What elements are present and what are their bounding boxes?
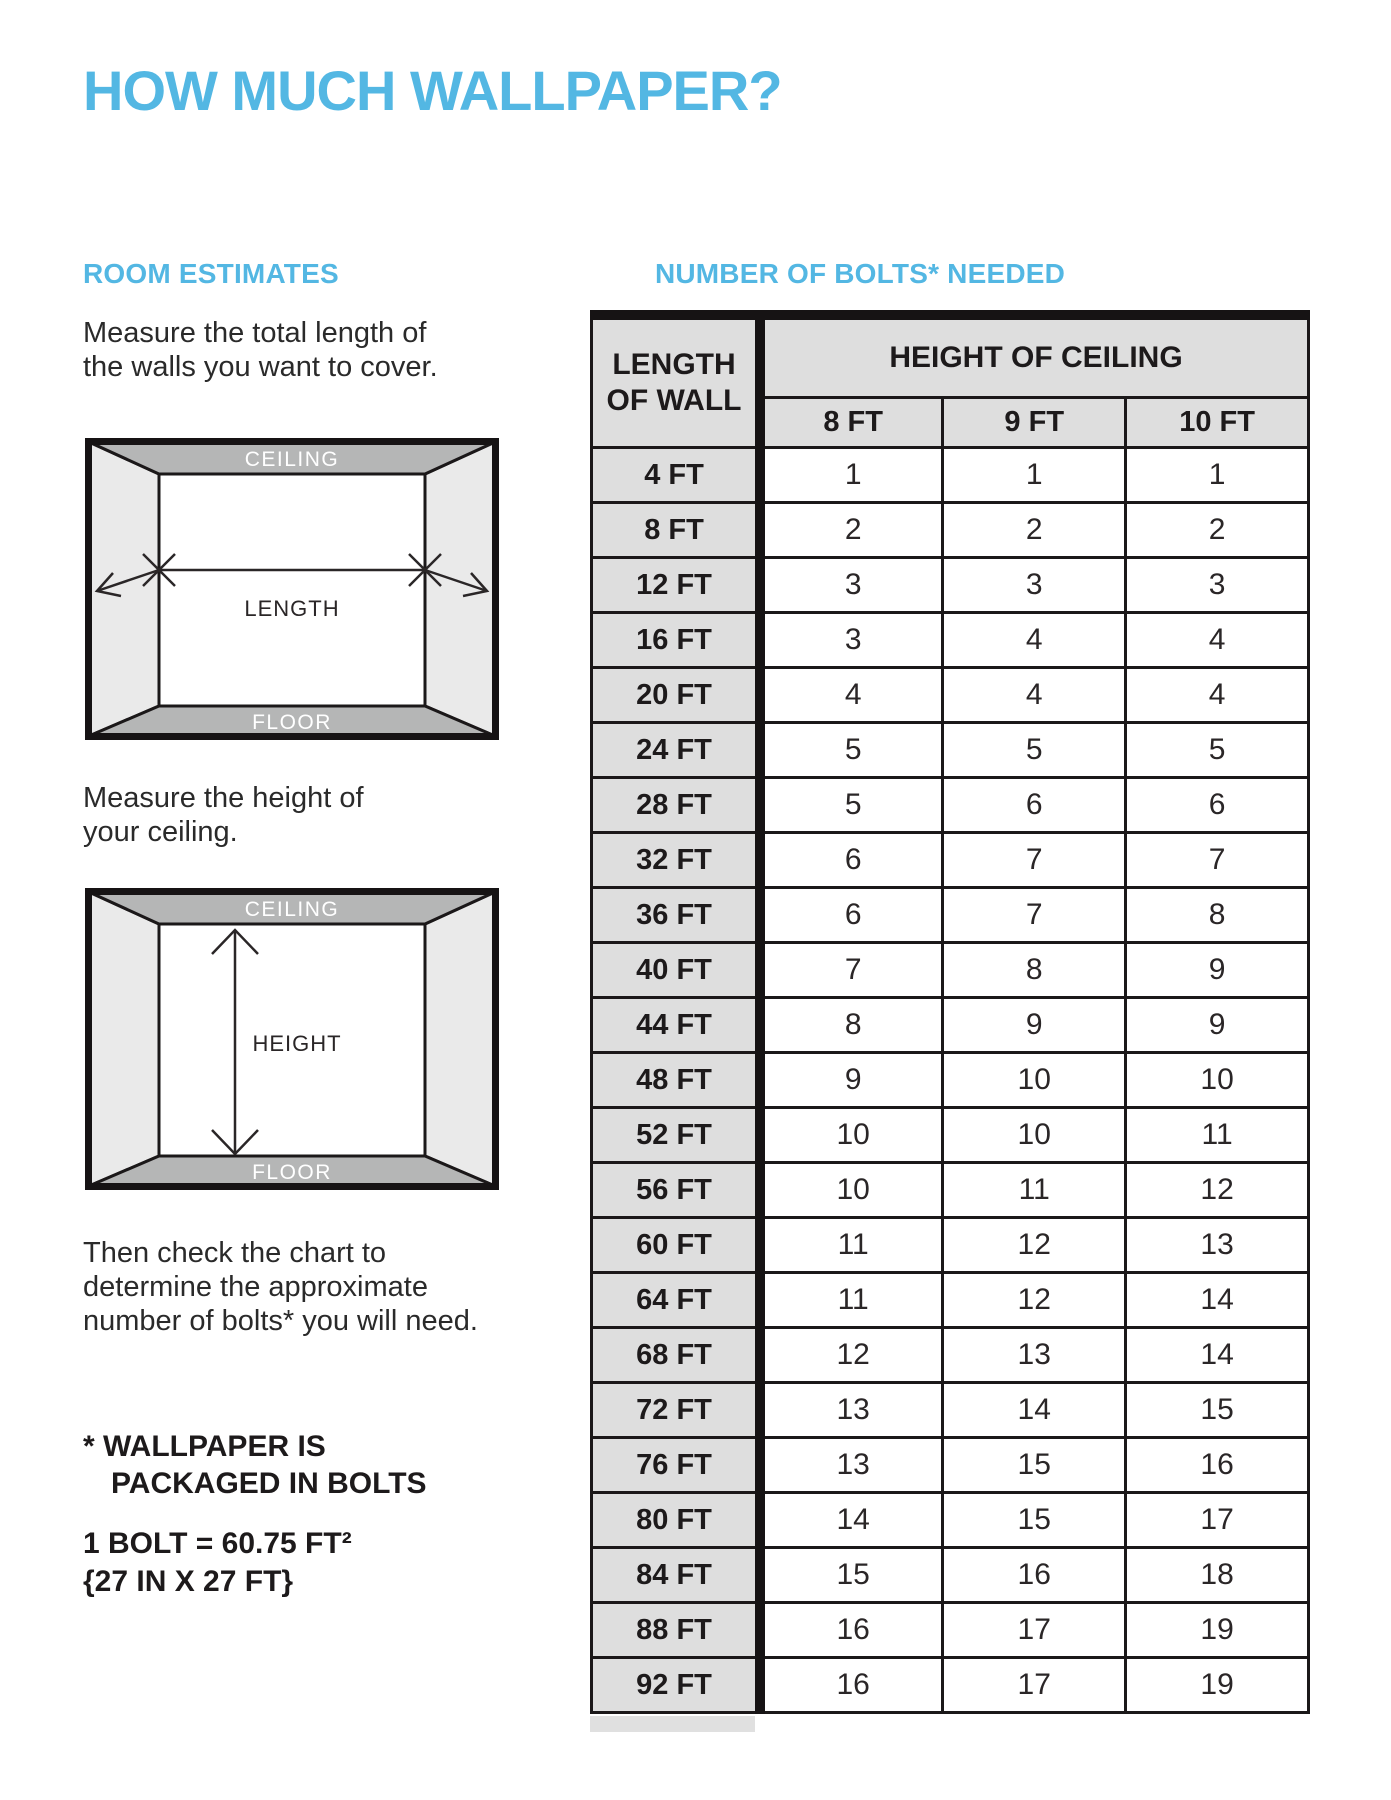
table-row <box>592 1383 1309 1438</box>
bolt-count-cell: 6 <box>1126 778 1309 833</box>
bolt-count-cell: 1 <box>760 448 943 503</box>
bolts-table-head <box>592 315 1309 448</box>
bolt-count-cell: 10 <box>943 1053 1126 1108</box>
wall-length-row-label: 36 FT <box>592 888 761 943</box>
bolt-count-cell: 3 <box>943 558 1126 613</box>
bolt-count-cell: 5 <box>760 778 943 833</box>
instruction-line: determine the approximate <box>83 1271 428 1303</box>
table-row <box>592 1053 1309 1108</box>
table-row <box>592 1218 1309 1273</box>
bolt-count-cell: 14 <box>760 1493 943 1548</box>
bolt-count-cell: 17 <box>943 1658 1126 1713</box>
table-footer-strip <box>590 1716 755 1732</box>
bolt-count-cell: 9 <box>760 1053 943 1108</box>
bolt-count-cell: 17 <box>1126 1493 1309 1548</box>
page-title: HOW MUCH WALLPAPER? <box>83 59 782 122</box>
length-of-wall-header <box>592 315 761 448</box>
ceiling-height-column-header: 9 FT <box>943 398 1126 448</box>
bolt-count-cell: 1 <box>1126 448 1309 503</box>
bolt-definition-line: 1 BOLT = 60.75 FT² <box>83 1527 352 1560</box>
table-row <box>592 448 1309 503</box>
instruction-line: Measure the total length of <box>83 317 427 349</box>
floor-label: FLOOR <box>252 711 332 734</box>
wall-length-row-label: 72 FT <box>592 1383 761 1438</box>
bolt-count-cell: 6 <box>760 833 943 888</box>
wall-length-row-label: 92 FT <box>592 1658 761 1713</box>
bolt-count-cell: 4 <box>1126 668 1309 723</box>
bolt-count-cell: 2 <box>760 503 943 558</box>
bolt-count-cell: 11 <box>760 1218 943 1273</box>
bolt-count-cell: 18 <box>1126 1548 1309 1603</box>
instruction-line: number of bolts* you will need. <box>83 1305 478 1337</box>
bolt-count-cell: 12 <box>943 1273 1126 1328</box>
bolt-count-cell: 3 <box>760 613 943 668</box>
bolt-count-cell: 11 <box>943 1163 1126 1218</box>
bolt-count-cell: 9 <box>1126 998 1309 1053</box>
wall-length-row-label: 16 FT <box>592 613 761 668</box>
bolt-count-cell: 13 <box>760 1438 943 1493</box>
table-row <box>592 1603 1309 1658</box>
bolt-count-cell: 9 <box>943 998 1126 1053</box>
instruction-line: your ceiling. <box>83 816 238 848</box>
instruction-line: Then check the chart to <box>83 1237 387 1269</box>
table-row <box>592 1108 1309 1163</box>
table-row <box>592 1163 1309 1218</box>
table-row <box>592 1328 1309 1383</box>
table-row <box>592 1658 1309 1713</box>
bolt-count-cell: 9 <box>1126 943 1309 998</box>
wall-length-row-label: 56 FT <box>592 1163 761 1218</box>
ceiling-label: CEILING <box>244 448 340 471</box>
wall-length-row-label: 12 FT <box>592 558 761 613</box>
bolt-count-cell: 8 <box>760 998 943 1053</box>
bolt-count-cell: 11 <box>760 1273 943 1328</box>
bolt-count-cell: 3 <box>1126 558 1309 613</box>
bolts-table-body <box>592 448 1309 1713</box>
bolt-count-cell: 6 <box>943 778 1126 833</box>
bolt-count-cell: 19 <box>1126 1603 1309 1658</box>
bolt-count-cell: 15 <box>943 1493 1126 1548</box>
bolt-count-cell: 1 <box>943 448 1126 503</box>
bolt-count-cell: 12 <box>1126 1163 1309 1218</box>
length-of-wall-line: OF WALL <box>606 384 742 417</box>
table-row <box>592 723 1309 778</box>
table-row <box>592 943 1309 998</box>
wall-length-row-label: 84 FT <box>592 1548 761 1603</box>
back-wall <box>159 474 425 706</box>
instruction-measure-height <box>83 781 364 849</box>
ceiling-label: CEILING <box>244 898 340 921</box>
table-row <box>592 1273 1309 1328</box>
bolt-count-cell: 16 <box>760 1658 943 1713</box>
bolt-count-cell: 4 <box>943 668 1126 723</box>
bolt-count-cell: 2 <box>943 503 1126 558</box>
length-of-wall-line: LENGTH <box>612 348 736 381</box>
bolt-count-cell: 4 <box>943 613 1126 668</box>
bolt-count-cell: 5 <box>943 723 1126 778</box>
wall-length-row-label: 44 FT <box>592 998 761 1053</box>
bolt-count-cell: 4 <box>1126 613 1309 668</box>
bolt-count-cell: 13 <box>943 1328 1126 1383</box>
height-label: HEIGHT <box>252 1031 342 1056</box>
room-diagram-height <box>85 888 499 1190</box>
bolt-definition <box>83 1525 352 1601</box>
bolt-count-cell: 15 <box>943 1438 1126 1493</box>
bolt-count-cell: 8 <box>1126 888 1309 943</box>
bolt-count-cell: 13 <box>760 1383 943 1438</box>
bolt-definition-line: {27 IN X 27 FT} <box>83 1565 294 1598</box>
bolt-count-cell: 16 <box>760 1603 943 1658</box>
table-row <box>592 833 1309 888</box>
table-row <box>592 668 1309 723</box>
bolts-needed-heading: NUMBER OF BOLTS* NEEDED <box>654 258 1066 289</box>
floor-label: FLOOR <box>252 1161 332 1184</box>
table-row <box>592 558 1309 613</box>
table-row <box>592 1493 1309 1548</box>
bolt-count-cell: 17 <box>943 1603 1126 1658</box>
bolt-count-cell: 10 <box>943 1108 1126 1163</box>
table-row <box>592 778 1309 833</box>
wall-length-row-label: 52 FT <box>592 1108 761 1163</box>
wall-length-row-label: 40 FT <box>592 943 761 998</box>
wall-length-row-label: 28 FT <box>592 778 761 833</box>
bolt-count-cell: 19 <box>1126 1658 1309 1713</box>
bolt-count-cell: 11 <box>1126 1108 1309 1163</box>
wall-length-row-label: 24 FT <box>592 723 761 778</box>
bolt-count-cell: 10 <box>760 1108 943 1163</box>
instruction-line: Measure the height of <box>83 782 364 814</box>
table-row <box>592 998 1309 1053</box>
instruction-line: the walls you want to cover. <box>83 351 438 383</box>
wall-length-row-label: 8 FT <box>592 503 761 558</box>
wall-length-row-label: 64 FT <box>592 1273 761 1328</box>
bolt-count-cell: 7 <box>943 833 1126 888</box>
table-row <box>592 888 1309 943</box>
bolt-count-cell: 10 <box>760 1163 943 1218</box>
wall-length-row-label: 80 FT <box>592 1493 761 1548</box>
table-row <box>592 613 1309 668</box>
wall-length-row-label: 48 FT <box>592 1053 761 1108</box>
room-diagram-length <box>85 438 499 740</box>
footnote-line: PACKAGED IN BOLTS <box>111 1467 427 1500</box>
bolt-count-cell: 15 <box>1126 1383 1309 1438</box>
bolt-count-cell: 10 <box>1126 1053 1309 1108</box>
wallpaper-bolts-footnote <box>83 1428 427 1502</box>
instruction-measure-length <box>83 316 438 384</box>
ceiling-height-column-header: 8 FT <box>760 398 943 448</box>
bolt-count-cell: 7 <box>760 943 943 998</box>
bolt-count-cell: 15 <box>760 1548 943 1603</box>
bolt-count-cell: 13 <box>1126 1218 1309 1273</box>
bolt-count-cell: 12 <box>760 1328 943 1383</box>
footnote-line: * WALLPAPER IS <box>83 1430 326 1463</box>
bolt-count-cell: 3 <box>760 558 943 613</box>
wall-length-row-label: 88 FT <box>592 1603 761 1658</box>
bolt-count-cell: 6 <box>760 888 943 943</box>
table-row <box>592 1438 1309 1493</box>
wall-length-row-label: 4 FT <box>592 448 761 503</box>
bolt-count-cell: 4 <box>760 668 943 723</box>
wall-length-row-label: 76 FT <box>592 1438 761 1493</box>
bolt-count-cell: 16 <box>1126 1438 1309 1493</box>
bolt-count-cell: 12 <box>943 1218 1126 1273</box>
instruction-check-chart <box>83 1236 478 1338</box>
bolt-count-cell: 5 <box>760 723 943 778</box>
wall-length-row-label: 60 FT <box>592 1218 761 1273</box>
wall-length-row-label: 20 FT <box>592 668 761 723</box>
table-row <box>592 503 1309 558</box>
bolt-count-cell: 14 <box>1126 1273 1309 1328</box>
bolt-count-cell: 16 <box>943 1548 1126 1603</box>
bolt-count-cell: 14 <box>943 1383 1126 1438</box>
right-wall <box>425 892 495 1186</box>
length-label: LENGTH <box>244 596 340 621</box>
left-wall <box>89 892 159 1186</box>
table-row <box>592 1548 1309 1603</box>
bolt-count-cell: 7 <box>1126 833 1309 888</box>
ceiling-height-column-header: 10 FT <box>1126 398 1309 448</box>
table-header-row <box>592 315 1309 398</box>
wall-length-row-label: 68 FT <box>592 1328 761 1383</box>
bolt-count-cell: 8 <box>943 943 1126 998</box>
bolt-count-cell: 2 <box>1126 503 1309 558</box>
bolt-count-cell: 7 <box>943 888 1126 943</box>
bolts-table <box>590 310 1310 1714</box>
wall-length-row-label: 32 FT <box>592 833 761 888</box>
height-of-ceiling-header: HEIGHT OF CEILING <box>760 315 1309 398</box>
bolt-count-cell: 5 <box>1126 723 1309 778</box>
bolt-count-cell: 14 <box>1126 1328 1309 1383</box>
room-estimates-heading: ROOM ESTIMATES <box>83 258 339 289</box>
